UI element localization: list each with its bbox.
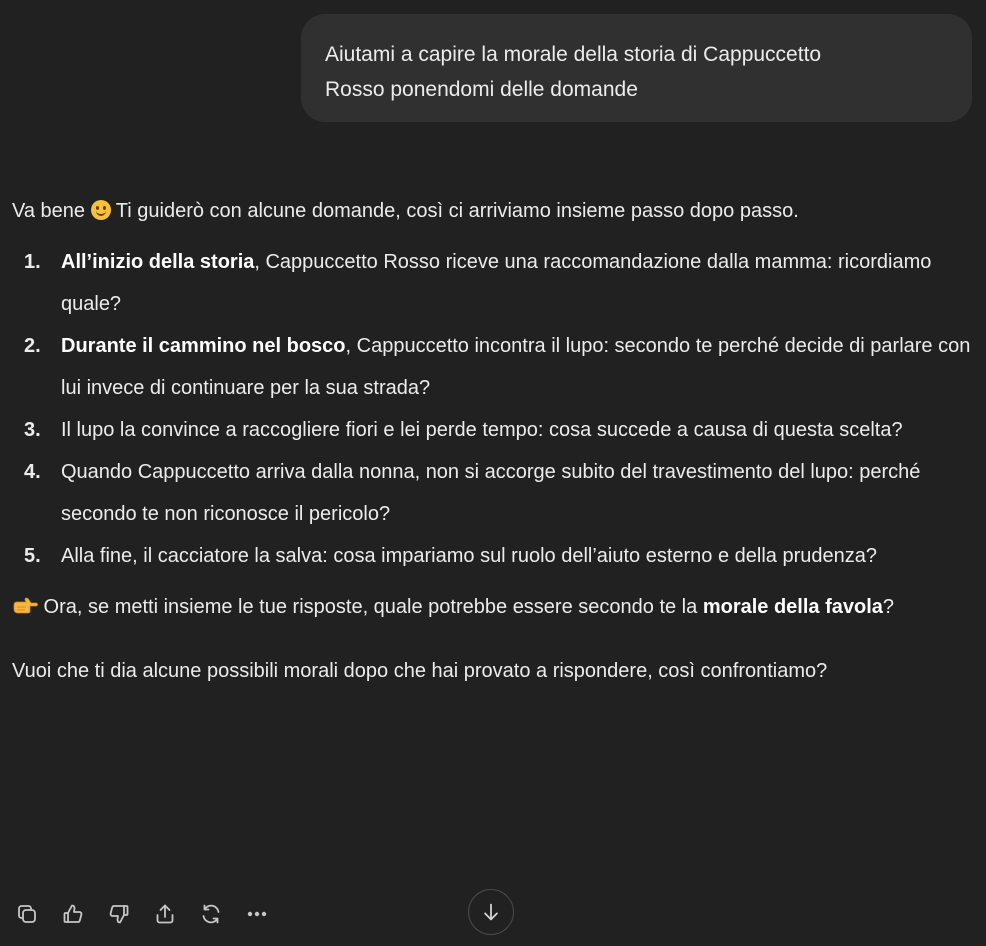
user-message-line: Rosso ponendomi delle domande [325,78,638,101]
regenerate-button[interactable] [198,901,224,927]
assistant-closing-question: Ora, se metti insieme le tue risposte, quale potrebbe essere secondo te la morale della favola? [12,586,974,628]
scroll-to-bottom-button[interactable] [468,889,514,935]
list-item: 1. All’inizio della storia, Cappuccetto Rosso riceve una raccomandazione dalla mamma: ricordiamo quale? [24,251,932,315]
share-icon [153,902,177,926]
smiling-face-emoji-icon [91,200,111,220]
list-item: 4. Quando Cappuccetto arriva dalla nonna, non si accorge subito del travestimento del lupo: perché secondo te non riconosce il pericolo? [24,461,921,525]
thumbs-up-icon [61,902,85,926]
copy-icon [15,902,39,926]
arrow-down-icon [480,901,502,923]
assistant-intro: Va bene Ti guiderò con alcune domande, così ci arriviamo insieme passo dopo passo. [12,200,799,222]
user-message-bubble [301,14,972,122]
list-item: 2. Durante il cammino nel bosco, Cappuccetto incontra il lupo: secondo te perché decide di parlare con lui invece di continuare per la sua strada? [24,335,971,399]
regenerate-icon [199,902,223,926]
good-response-button[interactable] [60,901,86,927]
list-item: 3. Il lupo la convince a raccogliere fiori e lei perde tempo: cosa succede a causa di questa scelta? [24,419,903,441]
user-message-line: Aiutami a capire la morale della storia di Cappuccetto [325,43,822,66]
thumbs-down-icon [107,902,131,926]
questions-list [12,241,974,577]
list-item: 5. Alla fine, il cacciatore la salva: cosa impariamo sul ruolo dell’aiuto esterno e della prudenza? [24,545,877,567]
assistant-message [12,190,974,692]
more-icon [245,902,269,926]
share-button[interactable] [152,901,178,927]
assistant-final-question: Vuoi che ti dia alcune possibili morali dopo che hai provato a rispondere, così confrontiamo? [12,660,828,682]
copy-button[interactable] [14,901,40,927]
bad-response-button[interactable] [106,901,132,927]
more-actions-button[interactable] [244,901,270,927]
pointing-hand-emoji-icon [12,597,38,615]
message-actions-bar [14,899,290,929]
